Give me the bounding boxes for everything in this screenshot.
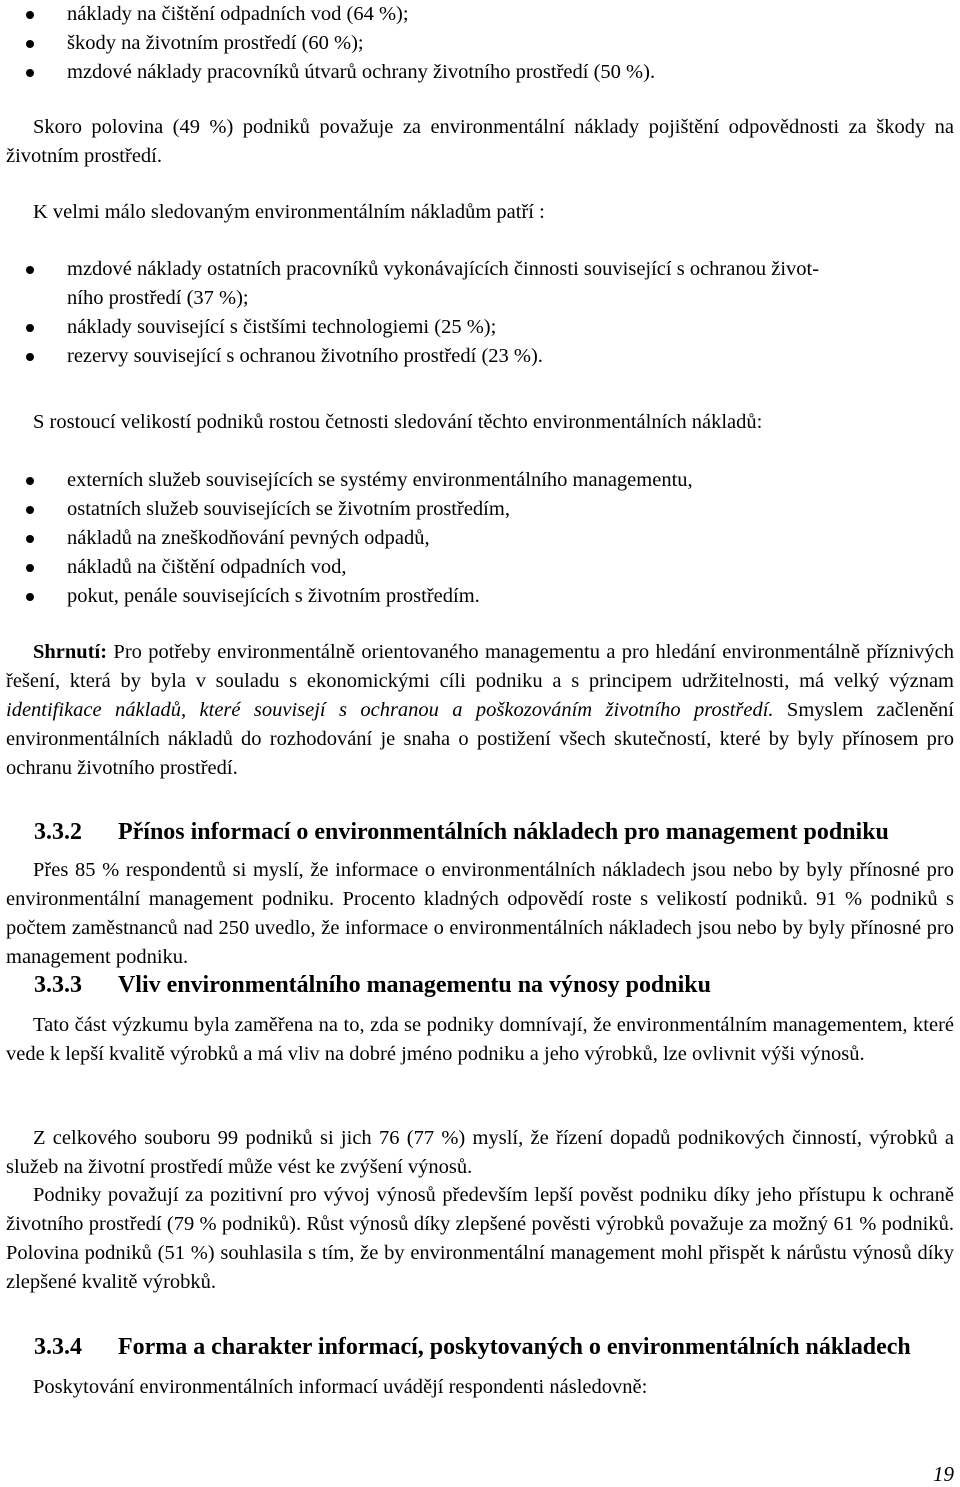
list-item: nákladů na zneškodňování pevných odpadů, bbox=[0, 524, 693, 553]
list-item: externích služeb souvisejících se systémy environmentálního managementu, bbox=[0, 466, 693, 495]
list-item: náklady na čištění odpadních vod (64 %); bbox=[0, 0, 655, 29]
bullet-icon bbox=[26, 266, 34, 274]
paragraph-company-size: S rostoucí velikostí podniků rostou četnosti sledování těchto environmentálních nákladů: bbox=[33, 411, 763, 433]
list-item: náklady související s čistšími technologiemi (25 %); bbox=[0, 313, 819, 342]
page-number: 19 bbox=[933, 1462, 954, 1486]
list-item: škody na životním prostředí (60 %); bbox=[0, 29, 655, 58]
paragraph-3-3-3-survey: Z celkového souboru 99 podniků si jich 76 (77 %) myslí, že řízení dopadů podnikových činností, výrobků a služeb na životní prostředí může vést ke zvýšení výnosů. bbox=[6, 1127, 954, 1178]
summary-emphasis: identifikace nákladů, které souvisejí s ochranou a poškozováním životního prostředí. bbox=[6, 699, 774, 721]
size-tracked-list bbox=[0, 466, 693, 611]
summary-label: Shrnutí: bbox=[33, 641, 108, 663]
list-item: mzdové náklady ostatních pracovníků vykonávajících činnosti související s ochranou život- ního prostředí (37 %); bbox=[0, 255, 819, 313]
bullet-icon bbox=[26, 324, 34, 332]
bullet-icon bbox=[26, 564, 34, 572]
paragraph-insurance: Skoro polovina (49 %) podniků považuje za environmentální náklady pojištění odpovědnosti za škody na životním prostředí. bbox=[6, 116, 954, 167]
paragraph-3-3-3-intro: Tato část výzkumu byla zaměřena na to, zda se podniky domnívají, že environmentálním managementem, které vede k lepší kvalitě výrobků a má vliv na dobré jméno podniku a jeho výrobků, lze ovlivnit výši výnosů. bbox=[6, 1014, 954, 1065]
list-item: pokut, penále souvisejících s životním prostředím. bbox=[0, 582, 693, 611]
bullet-icon bbox=[26, 40, 34, 48]
list-item: nákladů na čištění odpadních vod, bbox=[0, 553, 693, 582]
bullet-icon bbox=[26, 535, 34, 543]
section-heading-3-3-4: 3.3.4 Forma a charakter informací, poskytovaných o environmentálních nákladech bbox=[34, 1334, 911, 1360]
bullet-icon bbox=[26, 506, 34, 514]
section-heading-3-3-2: 3.3.2 Přínos informací o environmentálních nákladech pro management podniku bbox=[34, 819, 889, 845]
bullet-icon bbox=[26, 69, 34, 77]
paragraph-3-3-3-reputation: Podniky považují za pozitivní pro vývoj výnosů především lepší pověst podniku díky jeho přístupu k ochraně životního prostředí (79 % podniků). Růst výnosů díky zlepšené pověsti výrobků považuje za možný 61 % podniků. Polovina podniků (51 %) souhlasila s tím, že by environmentální management mohl přispět k nárůstu výnosů díky zlepšené kvalitě výrobků. bbox=[6, 1184, 954, 1293]
paragraph-section-3-3-4: Poskytování environmentálních informací uvádějí respondenti následovně: bbox=[33, 1376, 648, 1398]
bullet-icon bbox=[26, 11, 34, 19]
list-item: ostatních služeb souvisejících se životním prostředím, bbox=[0, 495, 693, 524]
rarely-tracked-list bbox=[0, 255, 819, 371]
bullet-icon bbox=[26, 353, 34, 361]
section-heading-3-3-3: 3.3.3 Vliv environmentálního managementu na výnosy podniku bbox=[34, 972, 711, 998]
list-item: rezervy související s ochranou životního prostředí (23 %). bbox=[0, 342, 819, 371]
bullet-icon bbox=[26, 593, 34, 601]
bullet-icon bbox=[26, 477, 34, 485]
list-item: mzdové náklady pracovníků útvarů ochrany životního prostředí (50 %). bbox=[0, 58, 655, 87]
cost-list-top bbox=[0, 0, 655, 87]
paragraph-section-3-3-2: Přes 85 % respondentů si myslí, že informace o environmentálních nákladech jsou nebo by byly přínosné pro environmentální management podniku. Procento kladných odpovědí roste s velikostí podniků. 91 % podniků s počtem zaměstnanců nad 250 uvedlo, že informace o environmentálních nákladech jsou nebo by byly přínosné pro management podniku. bbox=[6, 859, 954, 968]
paragraph-rarely-tracked: K velmi málo sledovaným environmentálním nákladům patří : bbox=[33, 201, 545, 223]
summary-paragraph: Shrnutí: Pro potřeby environmentálně orientovaného managementu a pro hledání environmentálně příznivých řešení, která by byla v souladu s ekonomickými cíli podniku a s principem udržitelnosti, má velký význam identifikace nákladů, které souvisejí s ochranou a poškozováním životního prostředí. Smyslem začlenění environmentálních nákladů do rozhodování je snaha o postižení všech skutečností, které by byly přínosem pro ochranu životního prostředí. bbox=[6, 641, 954, 779]
